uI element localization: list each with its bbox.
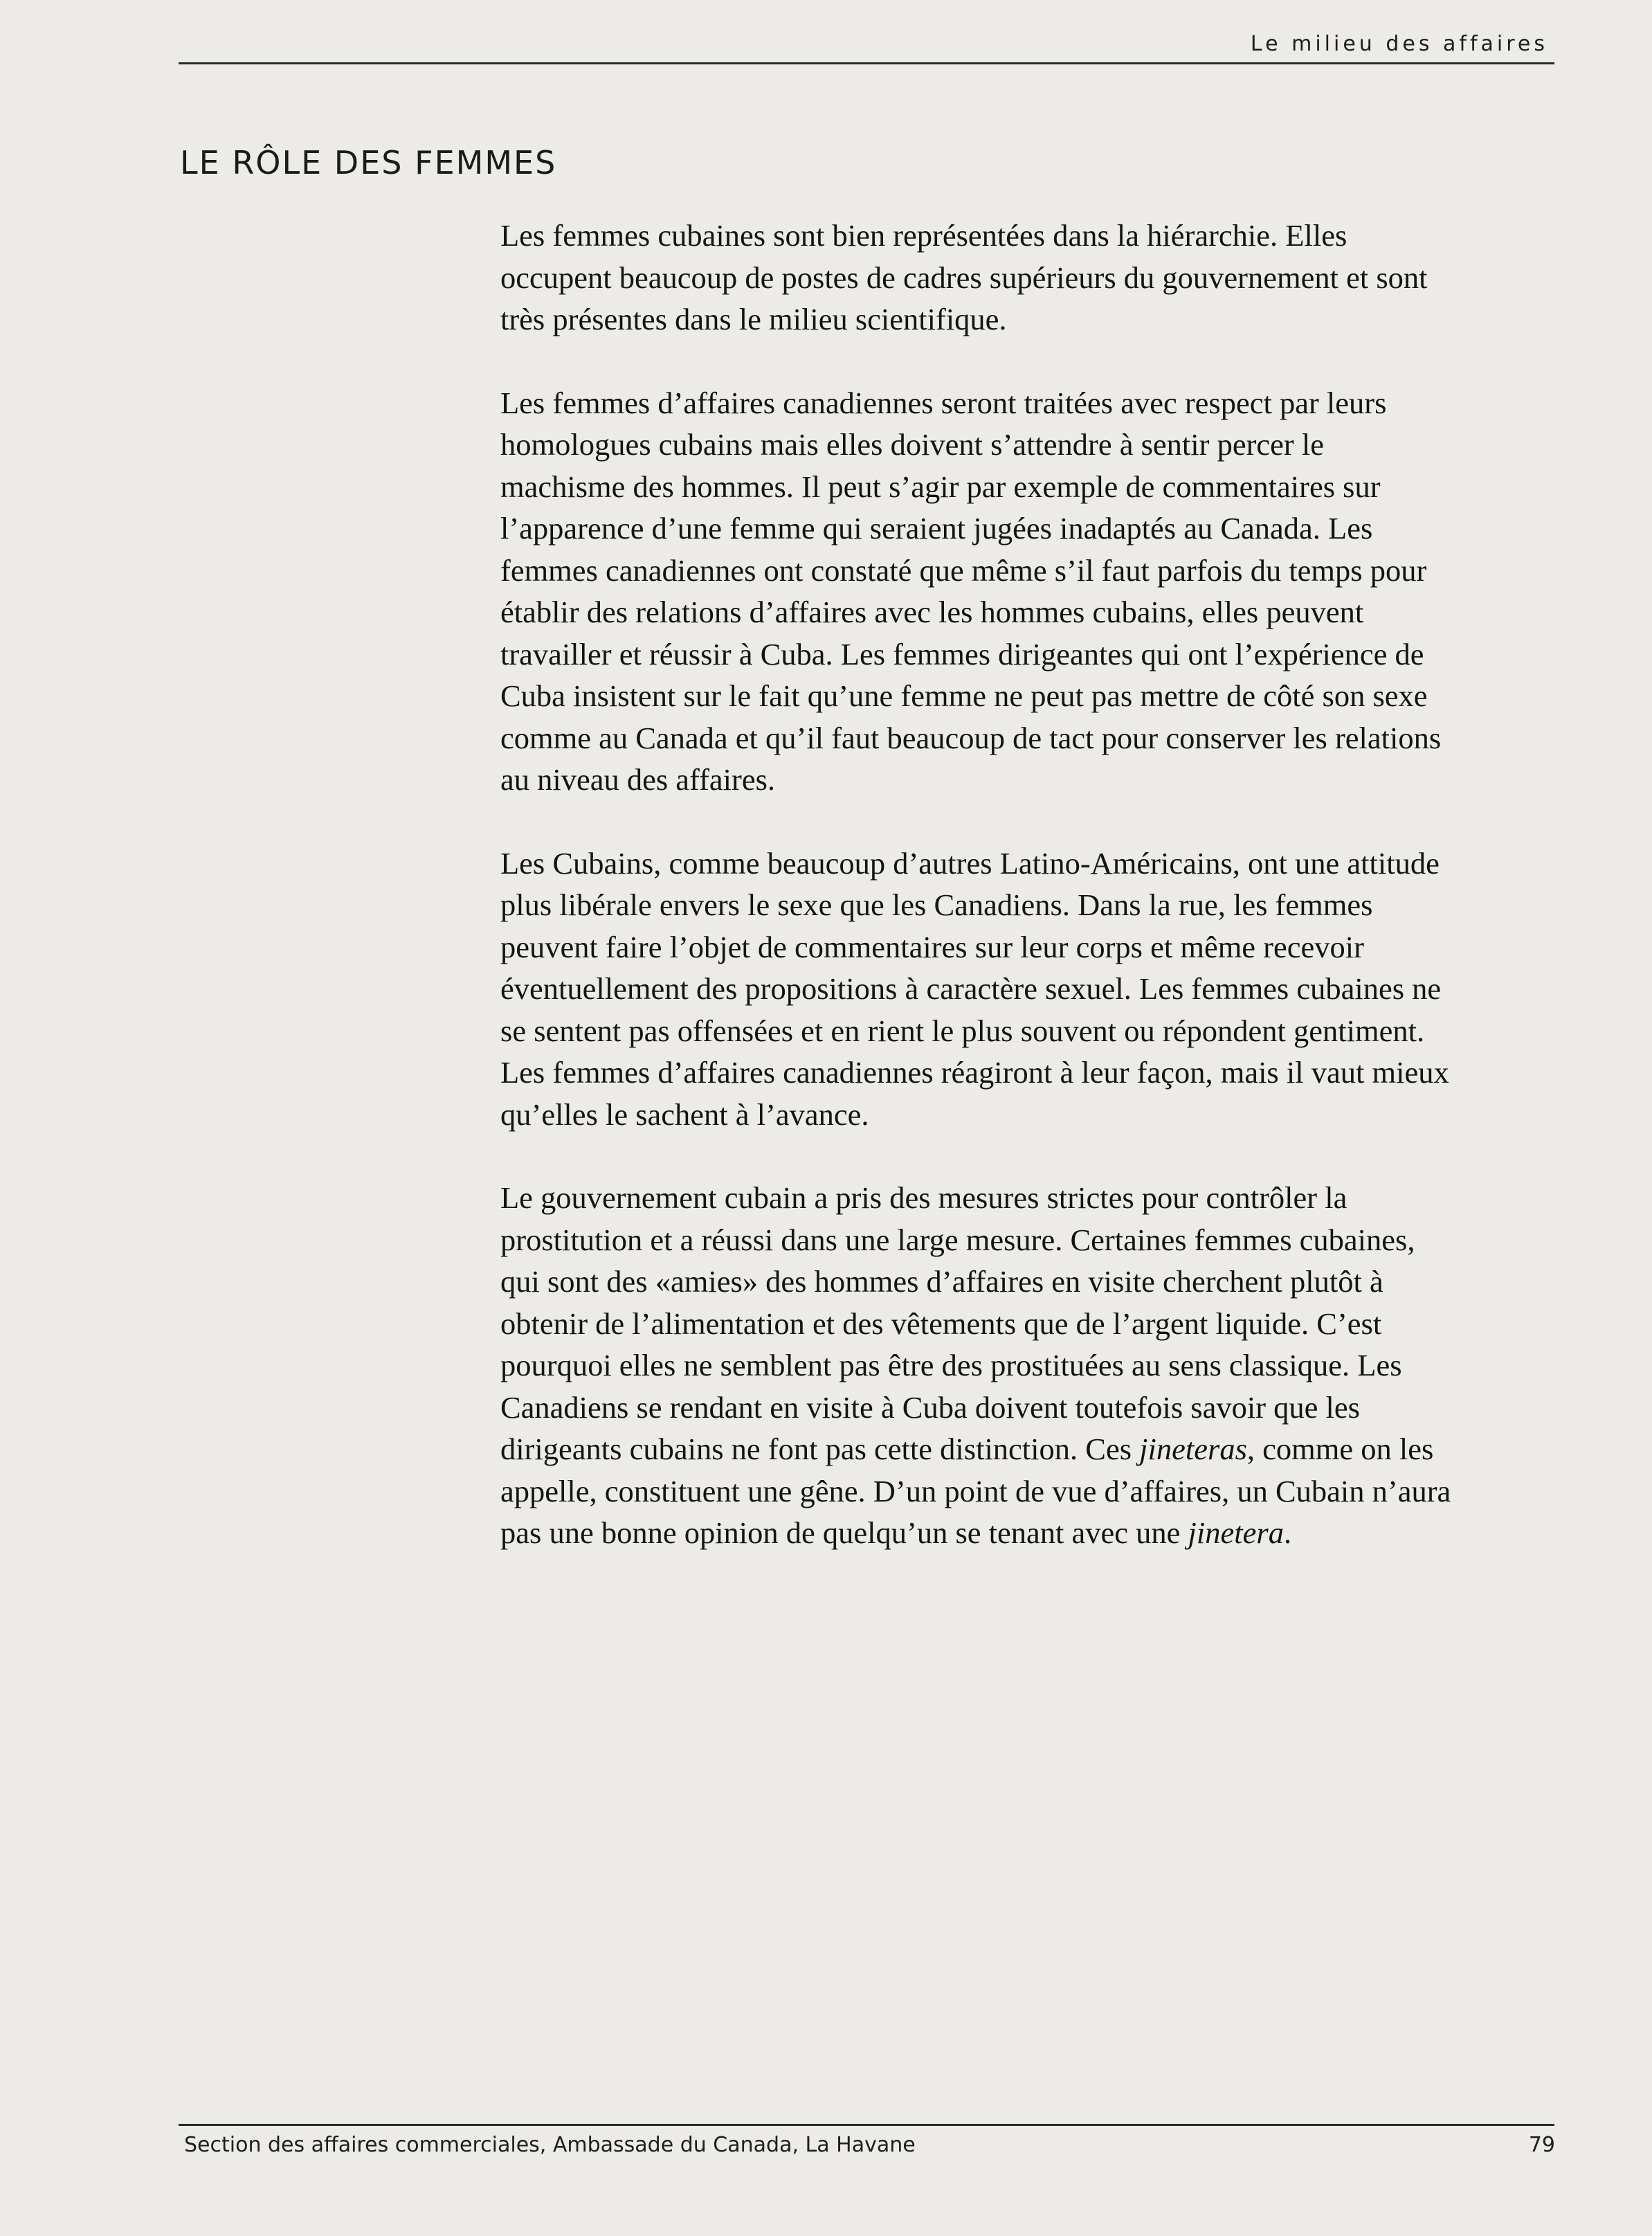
paragraph-3: Les Cubains, comme beaucoup d’autres Latino-Américains, ont une attitude plus libérale envers le sexe que les Canadiens. Dans la rue, les femmes peuvent faire l’objet de commentaires sur leur corps et même recevoir éventuellement des propositions à caractère sexuel. Les femmes cubaines ne se sentent pas offensées et en rient le plus souvent ou répondent gentiment. Les femmes d’affaires canadiennes réagiront à leur façon, mais il vaut mieux qu’elles le sachent à l’avance. (500, 845, 1449, 1132)
body-text (500, 215, 1455, 1596)
paragraph-4 (500, 1177, 1455, 1554)
page-number: 79 (1528, 2133, 1555, 2157)
paragraph-2: Les femmes d’affaires canadiennes seront traitées avec respect par leurs homologues cubains mais elles doivent s’attendre à sentir percer le machisme des hommes. Il peut s’agir par exemple de commentaires sur l’apparence d’une femme qui seraient jugées inadaptés au Canada. Les femmes canadiennes ont constaté que même s’il faut parfois du temps pour établir des relations d’affaires avec les hommes cubains, elles peuvent travailler et réussir à Cuba. Les femmes dirigeantes qui ont l’expérience de Cuba insistent sur le fait qu’une femme ne peut pas mettre de côté son sexe comme au Canada et qu’il faut beaucoup de tact pour conserver les relations au niveau des affaires. (500, 385, 1442, 797)
paragraph-4-part-3: . (1283, 1515, 1292, 1550)
paragraph-4-part-1: Le gouvernement cubain a pris des mesures strictes pour contrôler la prostitution et a réussi dans une large mesure. Certaines femmes cubaines, qui sont des «amies» des hommes d’affaires en visite cherchent plutôt à obtenir de l’alimentation et des vêtements que de l’argent liquide. C’est pourquoi elles ne semblent pas être des prostituées au sens classique. Les Canadiens se rendant en visite à Cuba doivent toutefois savoir que les dirigeants cubains ne font pas cette distinction. Ces (500, 1180, 1415, 1466)
footer-rule (179, 2124, 1554, 2126)
paragraph-4-italic-1: jineteras (1139, 1432, 1247, 1466)
section-title: LE RÔLE DES FEMMES (180, 144, 557, 181)
footer-source: Section des affaires commerciales, Ambassade du Canada, La Havane (184, 2133, 916, 2157)
paragraph-4-part-2: , comme on les appelle, constituent une gêne. D’un point de vue d’affaires, un Cubain n’aura pas une bonne opinion de quelqu’un se tenant avec une (500, 1432, 1451, 1550)
paragraph-4-italic-2: jinetera (1188, 1515, 1284, 1550)
header-rule (179, 62, 1554, 64)
running-header: Le milieu des affaires (1250, 32, 1548, 56)
paragraph-1: Les femmes cubaines sont bien représentées dans la hiérarchie. Elles occupent beaucoup de postes de cadres supérieurs du gouvernement et sont très présentes dans le milieu scientifique. (500, 218, 1428, 336)
